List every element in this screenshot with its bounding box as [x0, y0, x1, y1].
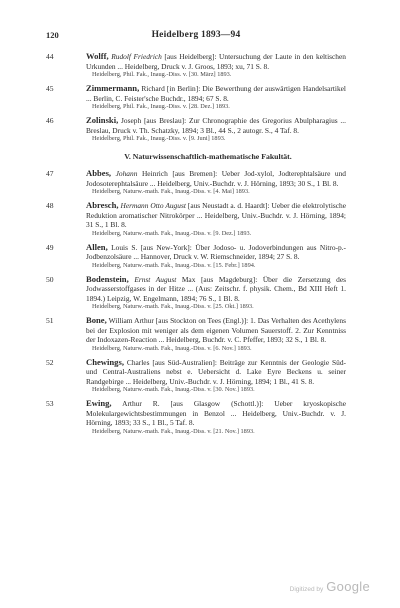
section-heading: V. Naturwissenschaftlich-mathematische Fakultät. — [124, 151, 292, 161]
entry-faculty-note: Heidelberg, Naturw.-math. Fak., Inaug.-Diss. v. [30. Nov.] 1893. — [92, 386, 255, 394]
entry-text — [86, 358, 346, 387]
dissertation-entry — [46, 399, 346, 437]
entry-number: 45 — [46, 83, 54, 93]
dissertation-entry — [46, 84, 346, 112]
author-surname: Chewings, — [86, 356, 124, 367]
dissertation-entry — [46, 52, 346, 80]
entries-before-section — [46, 52, 346, 144]
google-logo: Google — [326, 579, 370, 594]
author-surname: Allen, — [86, 241, 108, 252]
author-surname: Bone, — [86, 315, 107, 326]
dissertation-entry — [46, 316, 346, 354]
entry-text — [86, 243, 346, 262]
watermark-by: Digitized by — [289, 586, 324, 593]
entry-text — [86, 116, 346, 135]
entry-faculty-note: Heidelberg, Phil. Fak., Inaug.-Diss. v. [30. März] 1893. — [92, 71, 232, 79]
entry-number: 49 — [46, 242, 54, 252]
entry-text — [86, 84, 346, 103]
entry-number: 44 — [46, 52, 54, 61]
dissertation-entry — [46, 243, 346, 271]
dissertation-entry — [46, 201, 346, 239]
entry-faculty-note: Heidelberg, Naturw.-math. Fak., Inaug.-Diss. v. [21. Nov.] 1893. — [92, 428, 255, 436]
author-surname: Bodenstein, — [86, 273, 129, 284]
entry-faculty-note: Heidelberg, Naturw.-math. Fak., Inaug.-Diss. v. [25. Okt.] 1893. — [92, 303, 254, 311]
entry-description: Louis S. [aus New-York]: Über Jodoso- u. Jodoverbindungen aus Nitro-p.-Jodbenzolsäure ... Hannover, Druck v. W. Riemschneider, 1894; 27 S. 8. — [86, 242, 346, 262]
dissertation-entry — [46, 116, 346, 144]
dissertation-entry — [46, 169, 346, 197]
author-given-name: Rudolf Friedrich — [111, 52, 162, 61]
entry-text — [86, 275, 346, 304]
dissertation-list — [46, 52, 346, 441]
entry-number: 52 — [46, 357, 54, 367]
dissertation-entry — [46, 275, 346, 313]
entries-after-section — [46, 169, 346, 437]
entry-description: Richard [in Berlin]: Die Bewerthung der auswärtigen Handelsartikel ... Berlin, C. Feister'sche Buchdr., 1894; 67 S. 8. — [86, 83, 346, 103]
author-surname: Abbes, — [86, 167, 112, 178]
entry-description: William Arthur [aus Stockton on Tees (Engl.)]: 1. Das Verhalten des Acethylens bei der Explosion mit weniger als dem eigenen Volumen Sauerstoff. 2. Zur Kenntniss der Indoxazen-Reaction ... Heidelberg, Buchdr. v. C. Pfeffer, 1893; 32 S., 1 Bl. 8. — [86, 316, 346, 345]
entry-number: 50 — [46, 274, 54, 284]
author-given-name: Hermann Otto August — [120, 200, 186, 210]
entry-faculty-note: Heidelberg, Naturw.-math. Fak., Inaug.-Diss. v. [6. Nov.] 1893. — [92, 344, 252, 352]
entry-description: Joseph [aus Breslau]: Zur Chronographie des Gregorius Abulpharagius ... Breslau, Druck v. Th. Schatzky, 1894; 3 Bl., 44 S., 2 autogr. S., 4 Taf. 8. — [86, 115, 346, 135]
author-given-name: Johann — [115, 168, 138, 178]
entry-faculty-note: Heidelberg, Phil. Fak., Inaug.-Diss. v. [28. Dez.] 1893. — [92, 103, 230, 111]
entry-description: [aus Neustadt a. d. Haardt]: Ueber die elektrolytische Reduktion aromatischer Nitrokörper ... Heidelberg, Univ.-Buchdr. v. J. Hörning, 1894; 31 S., 1 Bl. 8. — [86, 200, 347, 230]
entry-text — [86, 52, 346, 71]
entry-number: 51 — [46, 316, 54, 326]
entry-description: Max [aus Magdeburg]: Über die Zersetzung des Jodwasserstoffgases in der Hitze ... (Aus: Zeitschr. f. physik. Chem., Bd XIII Heft 1. 1894.) Leipzig, W. Engelmann, 1894; 76 S., 1 Bl. 8. — [86, 274, 346, 303]
running-header — [46, 30, 346, 42]
author-surname: Wolff, — [86, 51, 109, 61]
entry-text — [86, 201, 346, 230]
entry-faculty-note: Heidelberg, Naturw.-math. Fak., Inaug.-Diss. v. [4. Mai] 1893. — [92, 188, 250, 196]
entry-number: 46 — [46, 115, 54, 125]
entry-text — [86, 169, 346, 188]
entry-description: Arthur R. [aus Glasgow (Schottl.)]: Ueber kryoskopische Molekulargewichtsbestimmungen in Benzol ... Heidelberg, Univ.-Buchdr. v. J. Hörning, 1893; 33 S., 1 Bl., 5 Taf. 8. — [86, 399, 346, 428]
google-watermark — [290, 578, 370, 596]
entry-number: 47 — [46, 168, 54, 178]
entry-number: 48 — [46, 200, 54, 210]
author-surname: Zimmermann, — [86, 82, 140, 93]
entry-text — [86, 399, 346, 428]
entry-faculty-note: Heidelberg, Naturw.-math. Fak., Inaug.-Diss. v. [9. Dez.] 1893. — [92, 229, 252, 237]
entry-description: [aus Heidelberg]: Untersuchung der Laute in den keltischen Urkunden ... Heidelberg, Druck v. J. Groos, 1893; xu, 71 S. 8. — [86, 52, 346, 71]
entry-number: 53 — [46, 399, 54, 409]
entry-description: Charles [aus Süd-Australien]: Beiträge zur Kenntnis der Geologie Süd- und Central-Australiens nebst e. Uebersicht d. Lake Eyre Beckens u. seiner Randgebirge ... Heidelberg, Univ.-Buchdr. v. J. Hörning, 1894; 1 Bl., 41 S. 8. — [86, 357, 346, 386]
entry-text — [86, 316, 346, 345]
dissertation-entry — [46, 358, 346, 396]
author-surname: Zolinski, — [86, 114, 119, 125]
entry-description: Heinrich [aus Bremen]: Ueber Jod-xylol, Jodterephtalsäure und Jodosoterephtalsäure ... Heidelberg, Univ.-Buchdr. v. J. Hörning, 1893; 30 S., 1 Bl. 8. — [86, 168, 346, 188]
page-title: Heidelberg 1893—94 — [151, 30, 241, 40]
entry-faculty-note: Heidelberg, Naturw.-math. Fak., Inaug.-Diss. v. [15. Febr.] 1894. — [92, 261, 256, 269]
entry-faculty-note: Heidelberg, Phil. Fak., Inaug.-Diss. v. [9. Juni] 1893. — [92, 135, 226, 143]
author-surname: Ewing, — [86, 398, 112, 409]
page-number: 120 — [46, 30, 59, 40]
author-given-name: Ernst August — [134, 274, 177, 284]
author-surname: Abresch, — [86, 199, 119, 210]
